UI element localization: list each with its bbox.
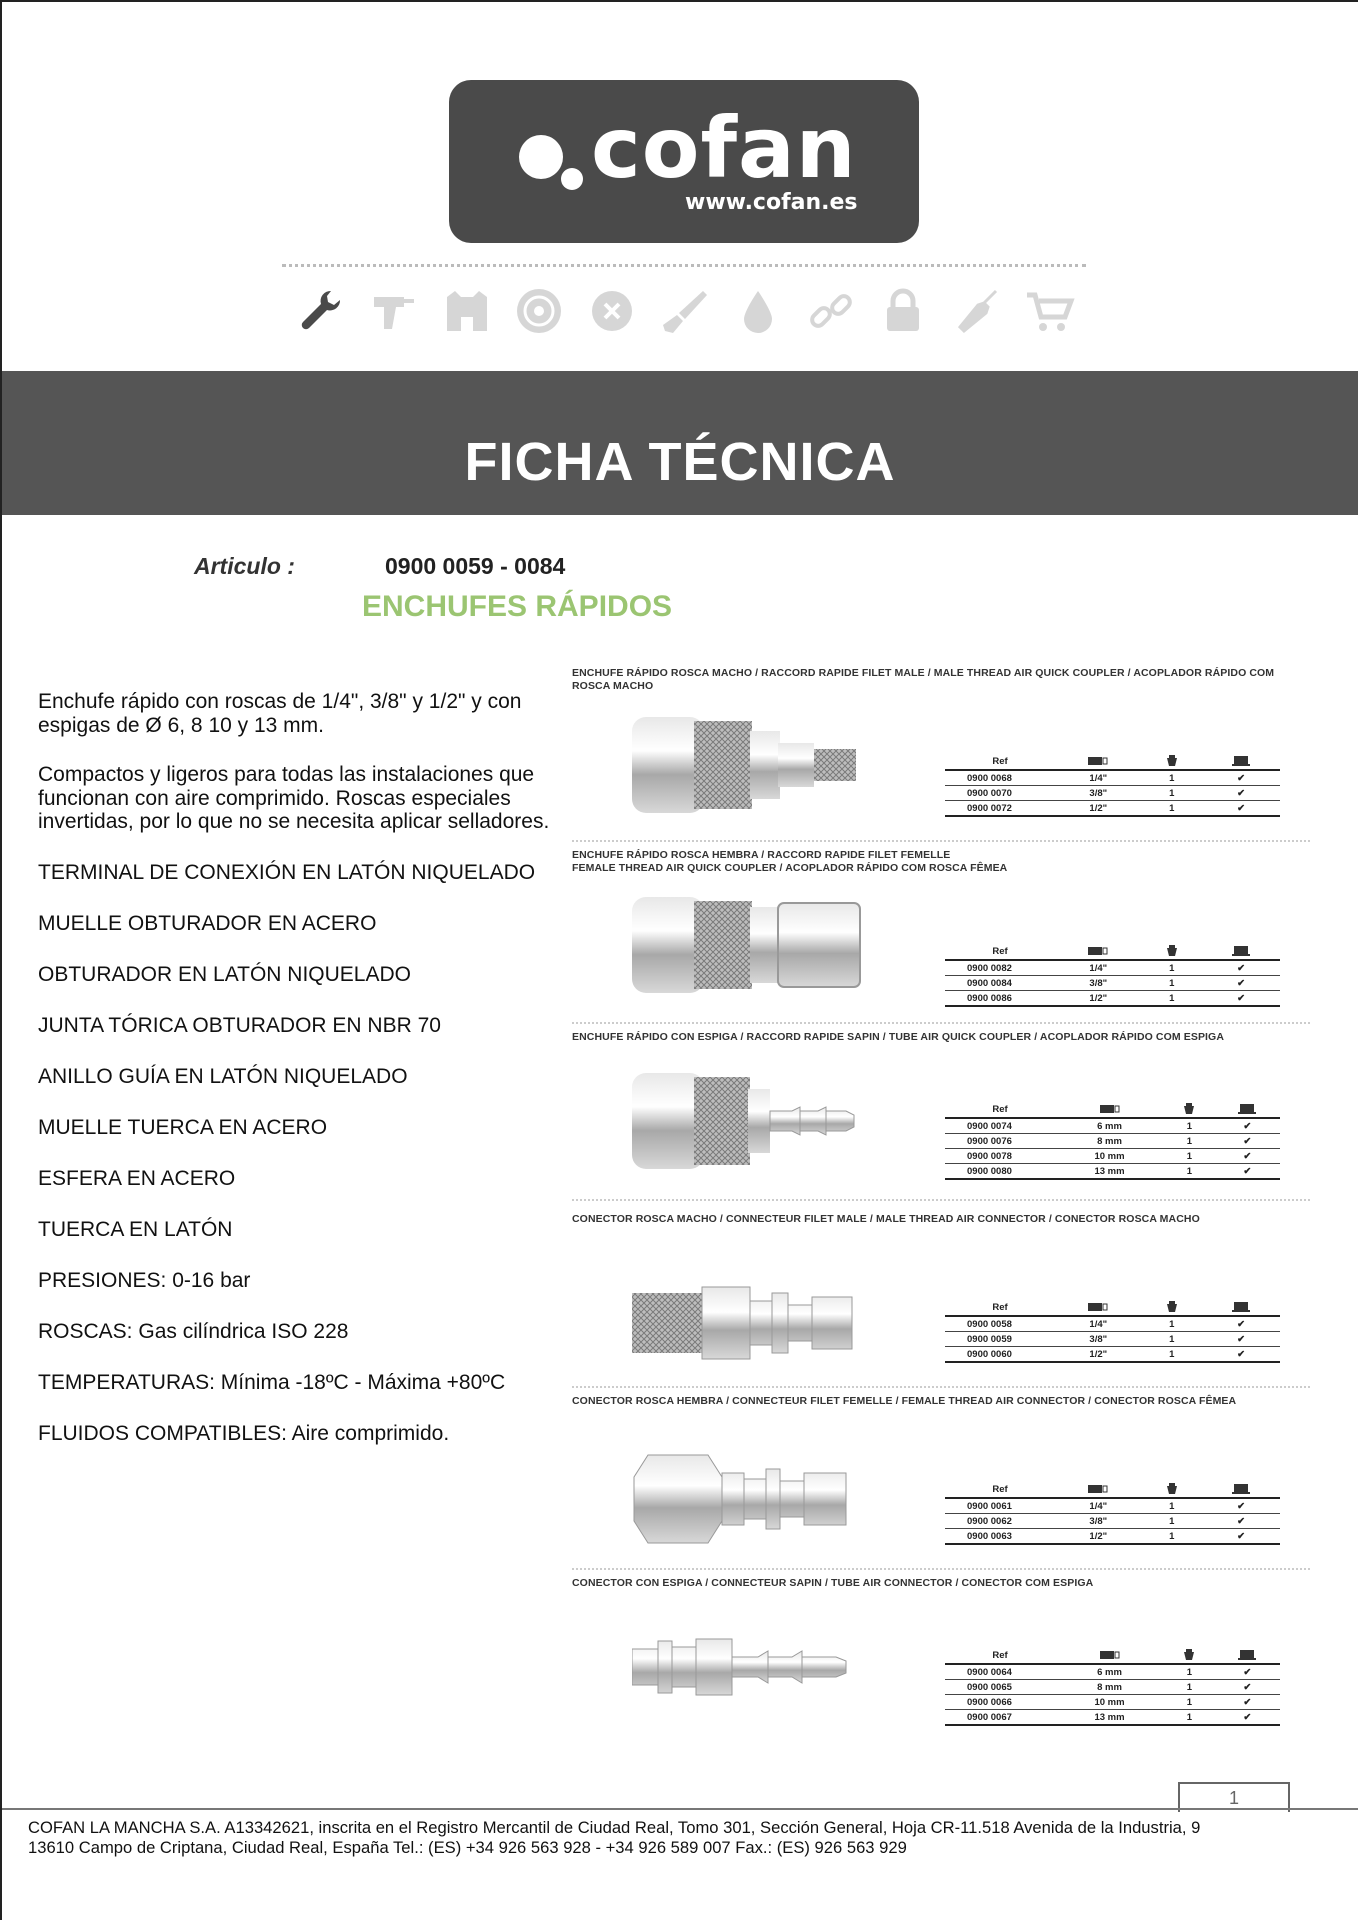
- page-number: 1: [1228, 1788, 1239, 1808]
- title-band: [2, 371, 1358, 515]
- table-row: [945, 1332, 1280, 1347]
- spec-item: TERMINAL DE CONEXIÓN EN LATÓN NIQUELADO: [38, 860, 536, 884]
- qty-cell: 1: [1142, 801, 1203, 817]
- product-image-coupler-female-thread: [632, 889, 872, 1001]
- size-cell: 8 mm: [1055, 1134, 1164, 1149]
- size-cell: 8 mm: [1055, 1680, 1164, 1695]
- table-row: [945, 1347, 1280, 1363]
- product-section: [572, 1213, 1310, 1360]
- size-header-icon: [1055, 1647, 1164, 1664]
- section-divider: [572, 1568, 1310, 1570]
- product-section: [572, 1395, 1310, 1542]
- stock-header-icon: [1202, 753, 1280, 770]
- product-image-coupler-hose-barb: [632, 1065, 872, 1177]
- spec-item: ESFERA EN ACERO: [38, 1166, 236, 1190]
- spec-item: OBTURADOR EN LATÓN NIQUELADO: [38, 962, 411, 986]
- size-cell: 13 mm: [1055, 1710, 1164, 1726]
- product-heading: CONECTOR ROSCA MACHO / CONNECTEUR FILET MALE / MALE THREAD AIR CONNECTOR / CONECTOR ROSCA MACHO: [572, 1213, 1200, 1225]
- footer-line1: COFAN LA MANCHA S.A. A13342621, inscrita en el Registro Mercantil de Ciudad Real, Tomo 301, Sección General, Hoja CR-11.518 Avenida de la Industria, 9: [28, 1818, 1201, 1837]
- qty-cell: 1: [1164, 1134, 1215, 1149]
- table-row: [945, 991, 1280, 1007]
- ref-cell: 0900 0060: [945, 1347, 1055, 1363]
- package-header-icon: [1142, 1481, 1203, 1498]
- section-divider: [572, 840, 1310, 842]
- table-row: [945, 1164, 1280, 1180]
- check-icon: ✔: [1215, 1164, 1280, 1180]
- qty-cell: 1: [1164, 1710, 1215, 1726]
- ref-cell: 0900 0084: [945, 976, 1055, 991]
- qty-cell: 1: [1142, 786, 1203, 801]
- ref-cell: 0900 0067: [945, 1710, 1055, 1726]
- article-label: Articulo :: [194, 553, 295, 579]
- product-spec-table: [945, 753, 1280, 817]
- product-heading: ENCHUFE RÁPIDO ROSCA MACHO / RACCORD RAPIDE FILET MALE / MALE THREAD AIR QUICK COUPLER / ACOPLADOR RÁPIDO COM ROSCA MACHO: [572, 667, 1275, 692]
- check-icon: ✔: [1202, 1332, 1280, 1347]
- product-spec-table: [945, 1647, 1280, 1726]
- header-divider: [282, 264, 1086, 267]
- category-icon-row: [295, 283, 1075, 339]
- size-cell: 1/2": [1055, 1529, 1142, 1545]
- table-row: [945, 960, 1280, 976]
- ref-cell: 0900 0080: [945, 1164, 1055, 1180]
- check-icon: ✔: [1202, 1347, 1280, 1363]
- product-image-connector-hose-barb: [632, 1627, 872, 1707]
- table-row: [945, 770, 1280, 786]
- ref-cell: 0900 0061: [945, 1498, 1055, 1514]
- product-heading: ENCHUFE RÁPIDO CON ESPIGA / RACCORD RAPIDE SAPIN / TUBE AIR QUICK COUPLER / ACOPLADOR RÁPIDO COM ESPIGA: [572, 1031, 1225, 1043]
- table-row: [945, 1316, 1280, 1332]
- padlock-icon: [877, 285, 929, 337]
- ref-header: Ref: [945, 1299, 1055, 1316]
- size-cell: 6 mm: [1055, 1118, 1164, 1134]
- spec-item: MUELLE TUERCA EN ACERO: [38, 1115, 328, 1139]
- ref-header: Ref: [945, 943, 1055, 960]
- package-header-icon: [1142, 753, 1203, 770]
- drop-icon: [732, 285, 784, 337]
- ref-cell: 0900 0062: [945, 1514, 1055, 1529]
- disc-icon: [513, 285, 565, 337]
- qty-cell: 1: [1142, 991, 1203, 1007]
- check-icon: ✔: [1215, 1664, 1280, 1680]
- ref-cell: 0900 0064: [945, 1664, 1055, 1680]
- size-cell: 10 mm: [1055, 1695, 1164, 1710]
- description-intro: Enchufe rápido con roscas de 1/4", 3/8" y 1/2" y con espigas de Ø 6, 8 10 y 13 mm.: [38, 690, 522, 737]
- size-cell: 6 mm: [1055, 1664, 1164, 1680]
- product-heading: CONECTOR CON ESPIGA / CONNECTEUR SAPIN / TUBE AIR CONNECTOR / CONECTOR COM ESPIGA: [572, 1577, 1094, 1589]
- qty-cell: 1: [1142, 1347, 1203, 1363]
- wrench-icon: [295, 285, 347, 337]
- product-spec-table: [945, 1101, 1280, 1180]
- brush-icon: [659, 285, 711, 337]
- spec-item: ANILLO GUÍA EN LATÓN NIQUELADO: [38, 1064, 408, 1088]
- size-cell: 3/8": [1055, 786, 1142, 801]
- size-header-icon: [1055, 1299, 1142, 1316]
- size-cell: 1/4": [1055, 1498, 1142, 1514]
- package-header-icon: [1164, 1647, 1215, 1664]
- logo-url: www.cofan.es: [685, 190, 858, 215]
- ref-cell: 0900 0063: [945, 1529, 1055, 1545]
- table-row: [945, 1118, 1280, 1134]
- size-cell: 13 mm: [1055, 1164, 1164, 1180]
- check-icon: ✔: [1202, 1498, 1280, 1514]
- qty-cell: 1: [1142, 1529, 1203, 1545]
- article-name: ENCHUFES RÁPIDOS: [362, 590, 673, 623]
- size-cell: 1/4": [1055, 960, 1142, 976]
- check-icon: ✔: [1202, 1316, 1280, 1332]
- trowel-icon: [950, 285, 1002, 337]
- table-row: [945, 1680, 1280, 1695]
- product-heading: CONECTOR ROSCA HEMBRA / CONNECTEUR FILET FEMELLE / FEMALE THREAD AIR CONNECTOR / CONECTOR ROSCA FÊMEA: [572, 1395, 1237, 1407]
- spec-item: FLUIDOS COMPATIBLES: Aire comprimido.: [38, 1421, 450, 1445]
- size-cell: 1/4": [1055, 770, 1142, 786]
- footer-line2: 13610 Campo de Criptana, Ciudad Real, España Tel.: (ES) +34 926 563 928 - +34 926 589 007 Fax.: (ES) 926 563 929: [28, 1838, 907, 1857]
- check-icon: ✔: [1202, 786, 1280, 801]
- package-header-icon: [1142, 943, 1203, 960]
- section-divider: [572, 1386, 1310, 1388]
- spec-item: MUELLE OBTURADOR EN ACERO: [38, 911, 377, 935]
- qty-cell: 1: [1142, 960, 1203, 976]
- logo-dot: [519, 135, 563, 179]
- table-row: [945, 801, 1280, 817]
- product-spec-table: [945, 1481, 1280, 1545]
- table-row: [945, 1498, 1280, 1514]
- description: [38, 690, 558, 1446]
- ref-cell: 0900 0072: [945, 801, 1055, 817]
- section-divider: [572, 1022, 1310, 1024]
- drill-icon: [368, 285, 420, 337]
- table-row: [945, 786, 1280, 801]
- stock-header-icon: [1202, 1481, 1280, 1498]
- size-cell: 1/4": [1055, 1316, 1142, 1332]
- product-section: [572, 667, 1310, 814]
- spec-item: JUNTA TÓRICA OBTURADOR EN NBR 70: [38, 1013, 441, 1037]
- ref-cell: 0900 0059: [945, 1332, 1055, 1347]
- check-icon: ✔: [1215, 1118, 1280, 1134]
- table-row: [945, 1134, 1280, 1149]
- qty-cell: 1: [1164, 1695, 1215, 1710]
- product-heading: ENCHUFE RÁPIDO ROSCA HEMBRA / RACCORD RAPIDE FILET FEMELLE: [572, 849, 951, 861]
- check-icon: ✔: [1215, 1695, 1280, 1710]
- chain-icon: [805, 285, 857, 337]
- ref-cell: 0900 0074: [945, 1118, 1055, 1134]
- product-image-coupler-male-thread: [632, 709, 872, 821]
- size-cell: 10 mm: [1055, 1149, 1164, 1164]
- qty-cell: 1: [1142, 976, 1203, 991]
- section-divider: [572, 1199, 1310, 1201]
- vest-icon: [441, 285, 493, 337]
- product-image-connector-female-thread: [632, 1449, 872, 1549]
- spec-item: TEMPERATURAS: Mínima -18ºC - Máxima +80ºC: [38, 1370, 506, 1394]
- product-image-connector-male-thread: [632, 1273, 872, 1373]
- table-row: [945, 1664, 1280, 1680]
- table-row: [945, 976, 1280, 991]
- qty-cell: 1: [1142, 770, 1203, 786]
- logo-dot-small: [561, 168, 583, 190]
- footer: [28, 1818, 1328, 1858]
- qty-cell: 1: [1164, 1164, 1215, 1180]
- check-icon: ✔: [1202, 1529, 1280, 1545]
- package-header-icon: [1142, 1299, 1203, 1316]
- qty-cell: 1: [1142, 1316, 1203, 1332]
- package-header-icon: [1164, 1101, 1215, 1118]
- qty-cell: 1: [1142, 1514, 1203, 1529]
- table-row: [945, 1514, 1280, 1529]
- size-header-icon: [1055, 753, 1142, 770]
- ref-cell: 0900 0066: [945, 1695, 1055, 1710]
- logo-brand-name: cofan: [591, 99, 857, 197]
- check-icon: ✔: [1202, 801, 1280, 817]
- check-icon: ✔: [1202, 1514, 1280, 1529]
- stock-header-icon: [1215, 1101, 1280, 1118]
- product-section: [572, 1031, 1310, 1177]
- cofan-logo: [449, 80, 919, 243]
- table-row: [945, 1149, 1280, 1164]
- qty-cell: 1: [1142, 1498, 1203, 1514]
- ref-header: Ref: [945, 1647, 1055, 1664]
- table-row: [945, 1529, 1280, 1545]
- footer-divider: [2, 1808, 1358, 1810]
- ref-cell: 0900 0078: [945, 1149, 1055, 1164]
- ref-cell: 0900 0086: [945, 991, 1055, 1007]
- product-spec-table: [945, 943, 1280, 1007]
- cutting-disc-icon: [586, 285, 638, 337]
- check-icon: ✔: [1215, 1680, 1280, 1695]
- check-icon: ✔: [1215, 1134, 1280, 1149]
- size-cell: 1/2": [1055, 801, 1142, 817]
- article-code: 0900 0059 - 0084: [385, 553, 566, 579]
- check-icon: ✔: [1202, 960, 1280, 976]
- ref-cell: 0900 0082: [945, 960, 1055, 976]
- size-cell: 3/8": [1055, 976, 1142, 991]
- ref-header: Ref: [945, 1101, 1055, 1118]
- qty-cell: 1: [1164, 1118, 1215, 1134]
- spec-item: PRESIONES: 0-16 bar: [38, 1268, 251, 1292]
- stock-header-icon: [1202, 1299, 1280, 1316]
- ref-cell: 0900 0058: [945, 1316, 1055, 1332]
- size-cell: 1/2": [1055, 1347, 1142, 1363]
- check-icon: ✔: [1215, 1149, 1280, 1164]
- page-title: FICHA TÉCNICA: [464, 432, 896, 492]
- spec-item: TUERCA EN LATÓN: [38, 1217, 233, 1241]
- ref-header: Ref: [945, 1481, 1055, 1498]
- size-header-icon: [1055, 943, 1142, 960]
- qty-cell: 1: [1164, 1680, 1215, 1695]
- cart-icon: [1023, 285, 1075, 337]
- qty-cell: 1: [1164, 1664, 1215, 1680]
- ref-cell: 0900 0065: [945, 1680, 1055, 1695]
- product-spec-table: [945, 1299, 1280, 1363]
- check-icon: ✔: [1215, 1710, 1280, 1726]
- ref-cell: 0900 0076: [945, 1134, 1055, 1149]
- check-icon: ✔: [1202, 770, 1280, 786]
- stock-header-icon: [1215, 1647, 1280, 1664]
- check-icon: ✔: [1202, 976, 1280, 991]
- table-row: [945, 1710, 1280, 1726]
- size-cell: 3/8": [1055, 1332, 1142, 1347]
- ref-cell: 0900 0068: [945, 770, 1055, 786]
- check-icon: ✔: [1202, 991, 1280, 1007]
- spec-item: ROSCAS: Gas cilíndrica ISO 228: [38, 1319, 349, 1343]
- product-section: [572, 1577, 1310, 1723]
- qty-cell: 1: [1164, 1149, 1215, 1164]
- qty-cell: 1: [1142, 1332, 1203, 1347]
- product-section: [572, 849, 1310, 1004]
- size-cell: 3/8": [1055, 1514, 1142, 1529]
- size-cell: 1/2": [1055, 991, 1142, 1007]
- size-header-icon: [1055, 1101, 1164, 1118]
- ref-header: Ref: [945, 753, 1055, 770]
- table-row: [945, 1695, 1280, 1710]
- product-heading-line2: FEMALE THREAD AIR QUICK COUPLER / ACOPLADOR RÁPIDO COM ROSCA FÊMEA: [572, 862, 1008, 874]
- description-details: Compactos y ligeros para todas las instalaciones que funcionan con aire comprimido. Roscas especiales invertidas, por lo que no se necesita aplicar selladores.: [38, 763, 550, 833]
- size-header-icon: [1055, 1481, 1142, 1498]
- stock-header-icon: [1202, 943, 1280, 960]
- ref-cell: 0900 0070: [945, 786, 1055, 801]
